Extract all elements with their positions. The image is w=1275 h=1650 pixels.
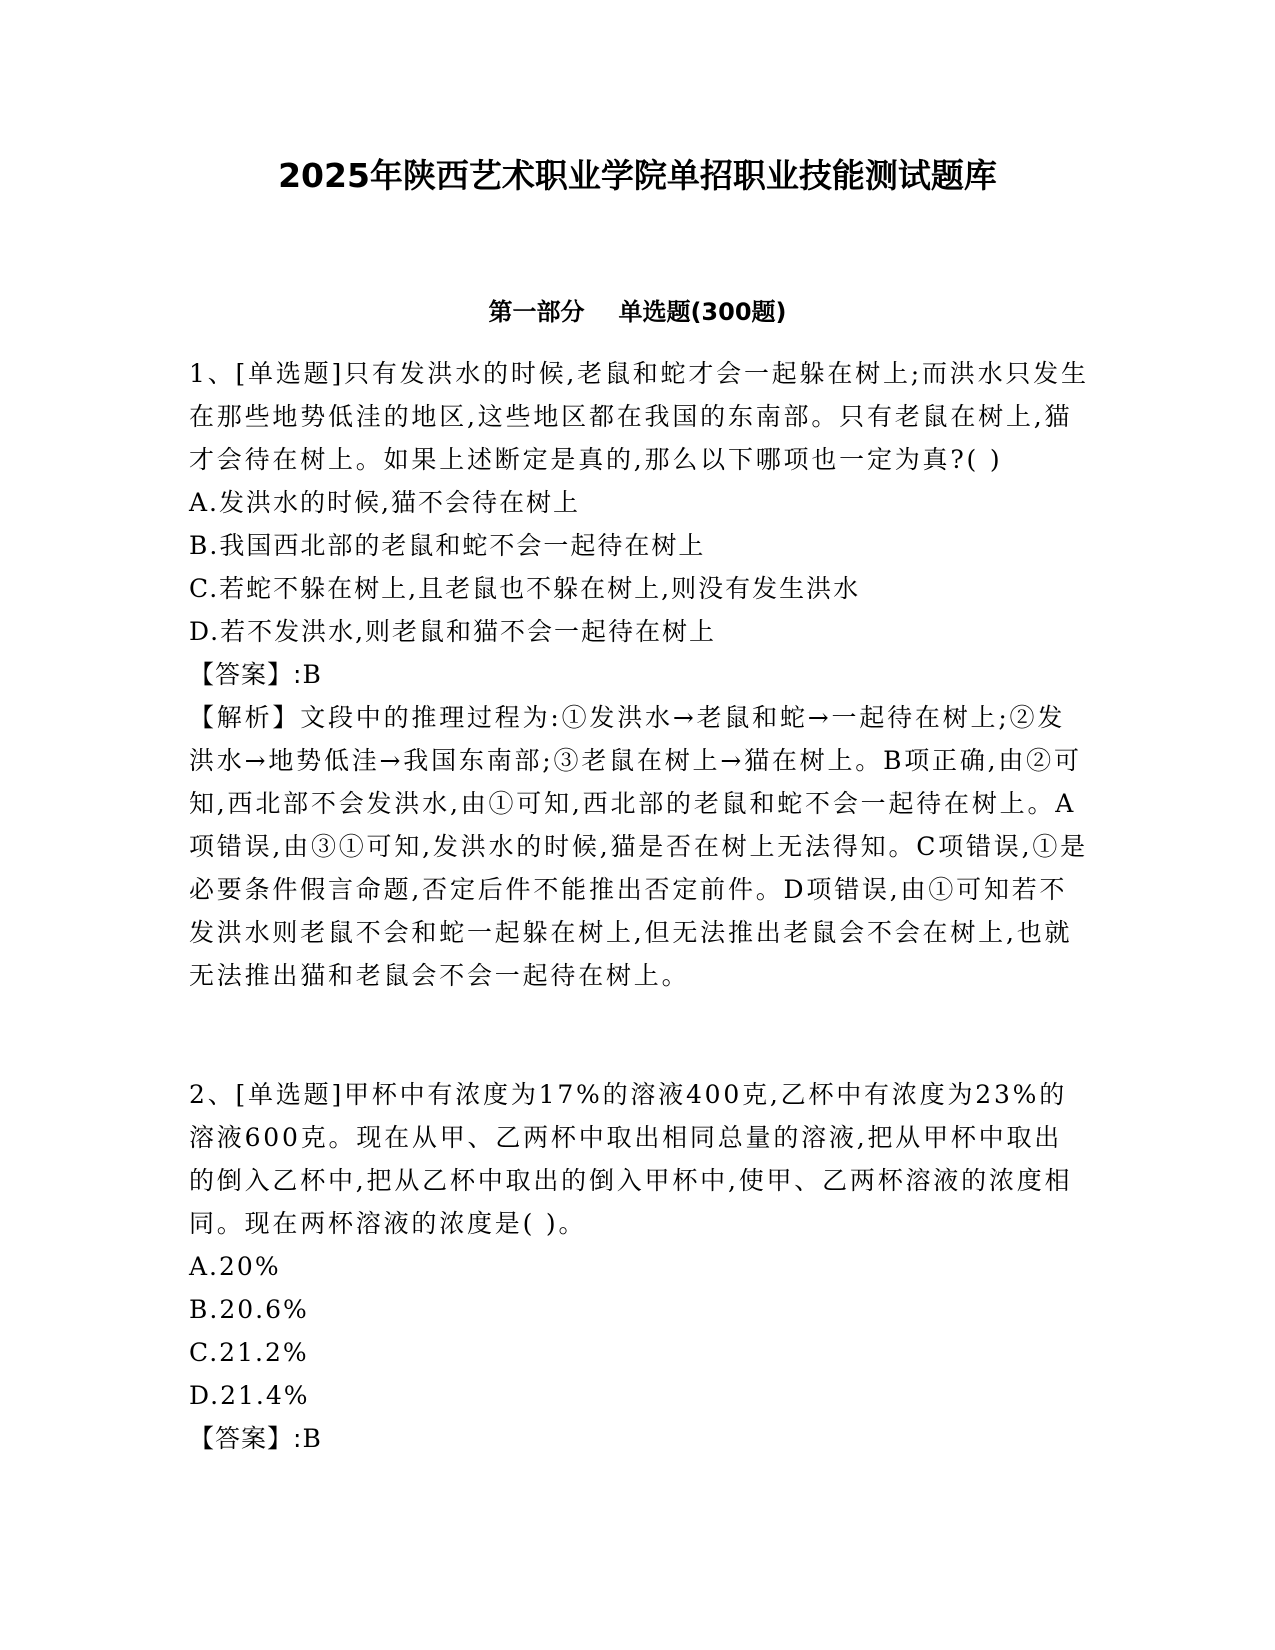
question-1-option-d: D.若不发洪水,则老鼠和猫不会一起待在树上	[189, 617, 717, 646]
question-2-option-b: B.20.6%	[189, 1295, 309, 1324]
question-2-answer-value: B	[302, 1424, 322, 1453]
question-2-option-d: D.21.4%	[189, 1381, 310, 1410]
question-1-stem: 1、[单选题]只有发洪水的时候,老鼠和蛇才会一起躲在树上;而洪水只发生在那些地势低洼的地区,这些地区都在我国的东南部。只有老鼠在树上,猫才会待在树上。如果上述断定是真的,那么以下哪项也一定为真?( )	[189, 359, 1089, 474]
question-1	[189, 352, 1089, 997]
question-2-answer	[189, 1417, 1089, 1460]
question-1-analysis	[189, 696, 1089, 997]
question-2-option-a: A.20%	[189, 1252, 281, 1281]
question-2-option-c: C.21.2%	[189, 1338, 309, 1367]
question-1-analysis-label: 【解析】	[189, 703, 301, 732]
section-part: 第一部分	[488, 298, 585, 326]
question-1-analysis-text: 文段中的推理过程为:①发洪水→老鼠和蛇→一起待在树上;②发洪水→地势低洼→我国东南部;③老鼠在树上→猫在树上。B项正确,由②可知,西北部不会发洪水,由①可知,西北部的老鼠和蛇不会一起待在树上。A项错误,由③①可知,发洪水的时候,猫是否在树上无法得知。C项错误,①是必要条件假言命题,否定后件不能推出否定前件。D项错误,由①可知若不发洪水则老鼠不会和蛇一起躲在树上,但无法推出老鼠会不会在树上,也就无法推出猫和老鼠会不会一起待在树上。	[189, 703, 1088, 990]
question-1-option-c: C.若蛇不躲在树上,且老鼠也不躲在树上,则没有发生洪水	[189, 574, 861, 603]
question-2-answer-label: 【答案】:	[189, 1424, 303, 1453]
section-heading	[0, 292, 1275, 327]
section-name: 单选题(300题)	[618, 298, 787, 326]
question-1-option-a: A.发洪水的时候,猫不会待在树上	[189, 488, 580, 517]
question-1-option-b: B.我国西北部的老鼠和蛇不会一起待在树上	[189, 531, 706, 560]
question-2-stem: 2、[单选题]甲杯中有浓度为17%的溶液400克,乙杯中有浓度为23%的溶液600克。现在从甲、乙两杯中取出相同总量的溶液,把从甲杯中取出的倒入乙杯中,把从乙杯中取出的倒入甲杯中,使甲、乙两杯溶液的浓度相同。现在两杯溶液的浓度是( )。	[189, 1080, 1073, 1238]
document-title: 2025年陕西艺术职业学院单招职业技能测试题库	[278, 156, 997, 195]
question-1-answer-label: 【答案】:	[189, 660, 303, 689]
question-2	[189, 1073, 1089, 1460]
question-1-answer-value: B	[302, 660, 322, 689]
question-1-answer	[189, 653, 1089, 696]
